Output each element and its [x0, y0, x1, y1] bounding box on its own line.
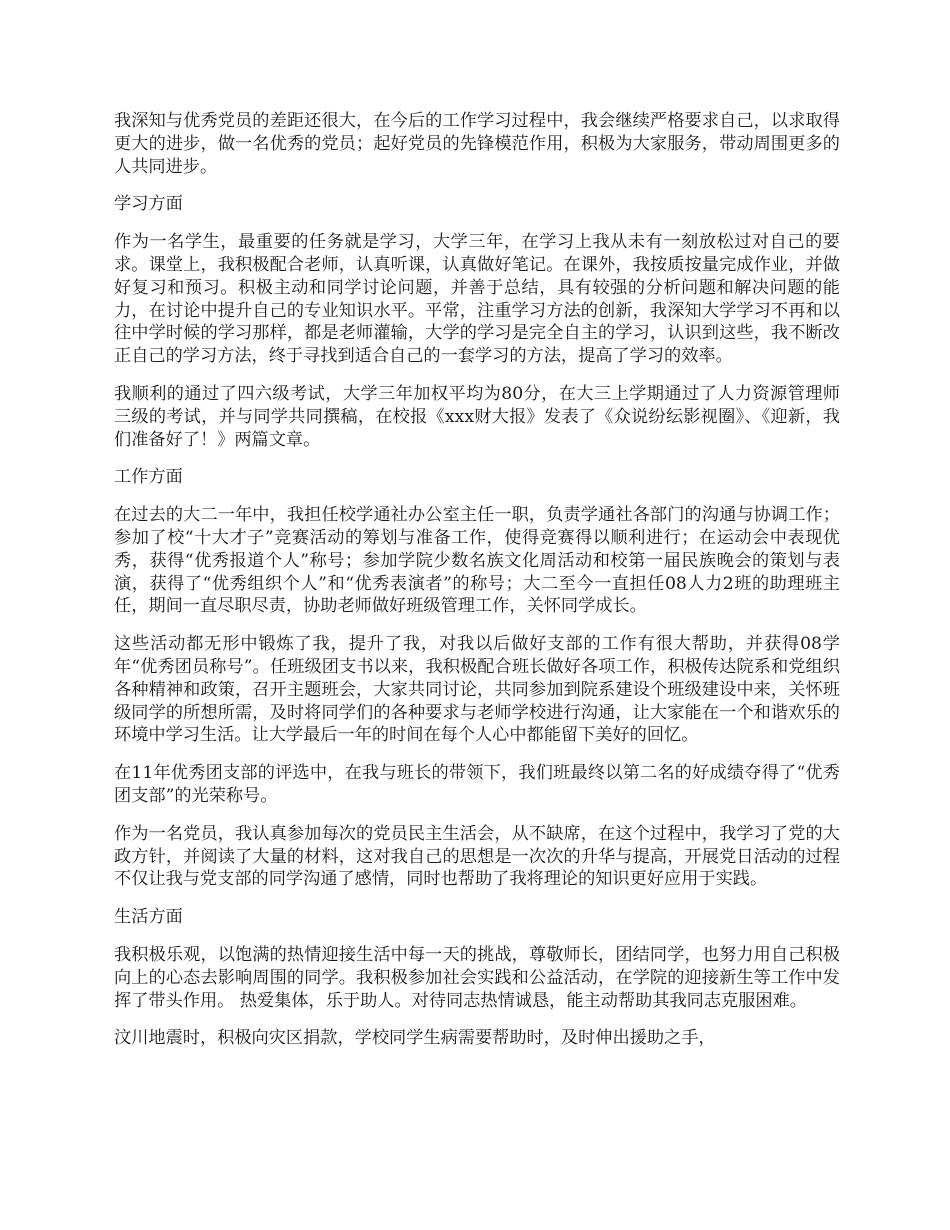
- paragraph-study-results: 我顺利的通过了四六级考试，大学三年加权平均为80分，在大三上学期通过了人力资源管理师三级的考试，并与同学共同撰稿，在校报《xxx财大报》发表了《众说纷纭影视圈》、《迎新，我们准备好了！》两篇文章。: [114, 383, 840, 450]
- paragraph-work-award: 在11年优秀团支部的评选中，在我与班长的带领下，我们班最终以第二名的好成绩夺得了“优秀团支部”的光荣称号。: [114, 763, 840, 806]
- section-heading-life: 生活方面: [114, 907, 183, 928]
- paragraph-life-attitude: 我积极乐观，以饱满的热情迎接生活中每一天的挑战，尊敬师长，团结同学，也努力用自己积极向上的心态去影响周围的同学。我积极参加社会实践和公益活动，在学院的迎接新生等工作中发挥了带头作用。 热爱集体，乐于助人。对待同志热情诚恳，能主动帮助其我同志克服困难。: [114, 944, 840, 1011]
- paragraph-work-roles: 在过去的大二一年中，我担任校学通社办公室主任一职，负责学通社各部门的沟通与协调工作；参加了校“十大才子”竞赛活动的筹划与准备工作，使得竞赛得以顺利进行；在运动会中表现优秀，获得“优秀报道个人”称号；参加学院少数名族文化周活动和校第一届民族晚会的策划与表演，获得了“优秀组织个人”和“优秀表演者”的称号；大二至今一直担任08人力2班的助理班主任，期间一直尽职尽责，协助老师做好班级管理工作，关怀同学成长。: [114, 505, 840, 617]
- paragraph-intro: 我深知与优秀党员的差距还很大，在今后的工作学习过程中，我会继续严格要求自己，以求取得更大的进步，做一名优秀的党员；起好党员的先锋模范作用，积极为大家服务，带动周围更多的人共同进步。: [114, 111, 840, 177]
- section-heading-study: 学习方面: [114, 194, 183, 215]
- document-page: [114, 110, 840, 1065]
- paragraph-work-growth: 这些活动都无形中锻炼了我，提升了我，对我以后做好支部的工作有很大帮助，并获得08学年“优秀团员称号”。任班级团支书以来，我积极配合班长做好各项工作，积极传达院系和党组织各种精神和政策，召开主题班会，大家共同讨论，共同参加到院系建设个班级建设中来，关怀班级同学的所想所需，及时将同学们的各种要求与老师学校进行沟通，让大家能在一个和谐欢乐的环境中学习生活。让大学最后一年的时间在每个人心中都能留下美好的回忆。: [114, 634, 840, 746]
- paragraph-study-attitude: 作为一名学生，最重要的任务就是学习，大学三年，在学习上我从未有一刻放松过对自己的要求。课堂上，我积极配合老师，认真听课，认真做好笔记。在课外，我按质按量完成作业，并做好复习和预习。积极主动和同学讨论问题，并善于总结，具有较强的分析问题和解决问题的能力，在讨论中提升自己的专业知识水平。平常，注重学习方法的创新，我深知大学学习不再和以往中学时候的学习那样，都是老师灌输，大学的学习是完全自主的学习，认识到这些，我不断改正自己的学习方法，终于寻找到适合自己的一套学习的方法，提高了学习的效率。: [114, 232, 840, 367]
- paragraph-life-charity: 汶川地震时，积极向灾区捐款，学校同学生病需要帮助时，及时伸出援助之手，: [114, 1028, 716, 1049]
- section-heading-work: 工作方面: [114, 467, 183, 488]
- paragraph-party-member: 作为一名党员，我认真参加每次的党员民主生活会，从不缺席，在这个过程中，我学习了党的大政方针，并阅读了大量的材料，这对我自己的思想是一次次的升华与提高，开展党日活动的过程不仅让我与党支部的同学沟通了感情，同时也帮助了我将理论的知识更好应用于实践。: [114, 823, 840, 890]
